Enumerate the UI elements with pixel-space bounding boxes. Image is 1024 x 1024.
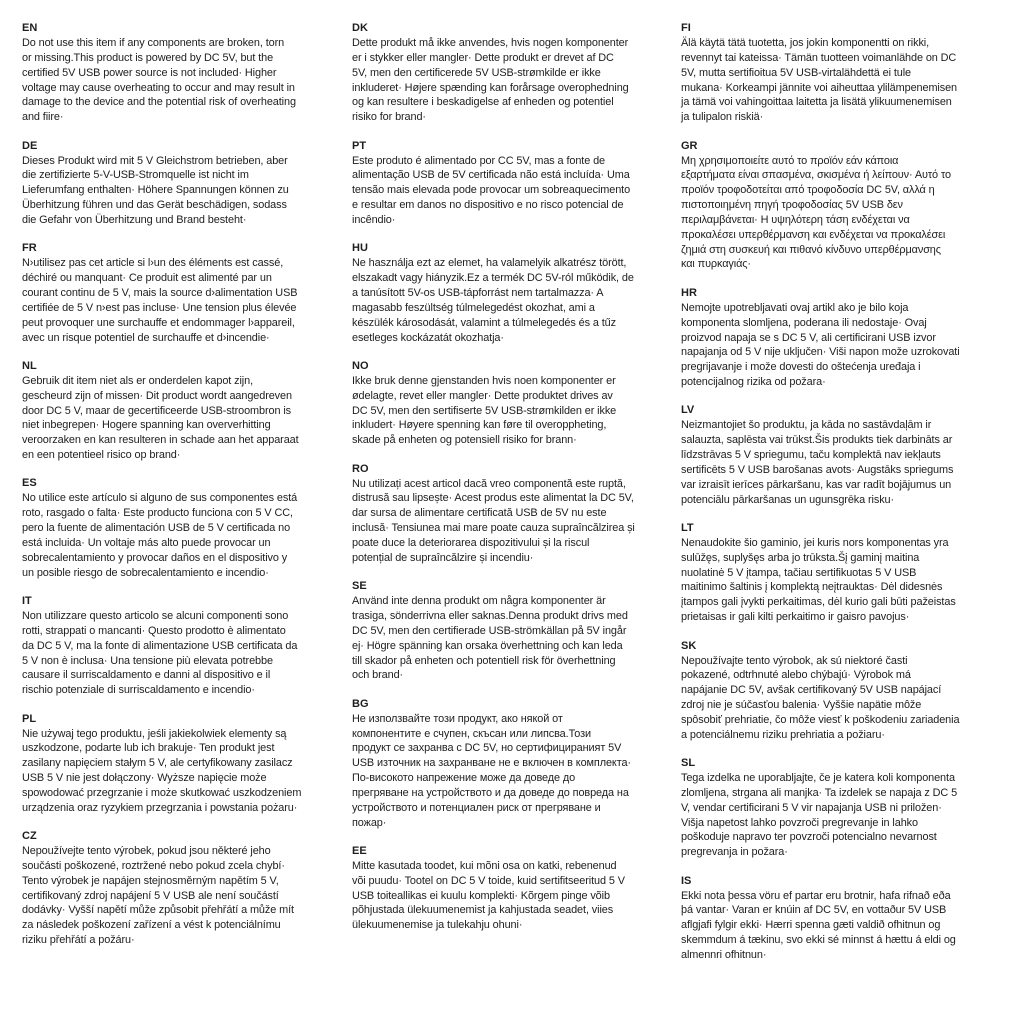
warning-text-line: ja tämä voi vahingoittaa laitetta ja lisätä ylikuumenemisen [681,96,952,109]
warning-text-line: och brand· [352,669,404,682]
warning-text-line: пожар· [352,816,387,829]
warning-text-line: Ikke bruk denne gjenstanden hvis noen komponenter er [352,374,616,387]
warning-text-line: Tento výrobek je napájen stejnosměrným napětím 5 V, [22,874,279,887]
warning-text-line: potencijalnog rizika od požara· [681,376,826,389]
warning-text-line: Dette produkt må ikke anvendes, hvis nogen komponenter [352,37,629,49]
language-code: EE [352,844,367,857]
language-code: FR [22,242,37,255]
warning-text-line: ζημιά στη συσκευή και πιθανό κίνδυνο υπερθέρμανσης [681,243,941,256]
warning-text-line: tensão mais elevada pode provocar um sobreaquecimento [352,184,631,197]
warning-text-line: N›utilisez pas cet article si l›un des éléments est cassé, [22,257,284,270]
warning-text-line: courant continu de 5 V, mais la source d›alimentation USB [22,286,298,299]
language-section-ee [352,844,692,933]
warning-text-line: põhjustada ülekuumenemist ja kahjustada seadet, viies [352,904,614,917]
warning-text-line: déchiré ou manquant· Ce produit est alimenté par un [22,272,272,285]
warning-text-line: niet inbegrepen· Hogere spanning kan oververhitting [22,419,271,432]
language-code: PL [22,712,37,725]
warning-text-line: készülék károsodását, valamint a túlmelegedés és a tűz [352,316,616,329]
warning-text-line: Tega izdelka ne uporabljajte, če je katera koli komponenta [681,772,955,785]
language-section-se [352,579,692,683]
language-section-bg [352,697,692,831]
warning-text-line: gescheurd zijn of missen· Dit product wordt aangedreven [22,389,292,402]
column-1 [22,21,362,962]
warning-text-line: sertificēts 5 V USB barošanas avots· Augstāks spriegums [681,463,954,476]
warning-text-line: zdroj nie je súčasťou balenia· Vyššie napätie môže [681,699,922,712]
warning-text-line: inkludert· Høyere spenning kan føre til overoppheting, [352,419,607,432]
language-section-fi [681,21,1021,125]
warning-text-line: Do not use this item if any components are broken, torn [22,37,285,49]
warning-text-line: nuolatinė 5 V įtampa, tačiau sertifikuotas 5 V USB [681,566,917,579]
warning-text-line: prietaisas ir gali kilti perkaitimo ir gaisro pavojus· [681,611,910,624]
warning-text-line: Älä käytä tätä tuotetta, jos jokin komponentti on rikki, [681,37,930,49]
warning-text-line: zasilany napięciem stałym 5 V, ale certyfikowany zasilacz [22,757,293,770]
warning-text-line: causare il surriscaldamento e danni al dispositivo e il [22,669,271,682]
language-section-sk [681,639,1021,743]
warning-text-line: pregrevanja in požara· [681,846,788,859]
language-code: DE [22,139,38,152]
warning-text-line: ja tulipalon riskiä· [681,111,764,124]
warning-text-line: DC 5V, men den certifierade USB-strömkällan på 5V ingår [352,624,627,637]
language-code: SL [681,757,696,770]
warning-text-line: magasabb feszültség túlmelegedést okozhat, ami a [352,301,595,314]
warning-text-line: součásti poškozené, roztržené nebo pokud zcela chybí· [22,859,285,872]
warning-text-line: spôsobiť prehriatie, čo môže viesť k poškodeniu zariadenia [681,713,960,726]
warning-text-line: 5V, mutta sertifioitua 5V USB-virtalähdettä ei tule [681,66,911,79]
warning-text-line: zlomljena, strgana ali manjka· Ta izdelek se napaja z DC 5 [681,786,958,799]
warning-text-line: Gebruik dit item niet als er onderdelen kapot zijn, [22,374,253,387]
warning-text-line: elszakadt vagy hiányzik.Ez a termék DC 5V-ról működik, de [352,272,634,285]
warning-text-line: napájanie DC 5V, avšak certifikovaný 5V USB napájací [681,684,942,697]
warning-text-line: rotti, strappati o mancanti· Questo prodotto è alimentato [22,624,286,637]
warning-text-line: door DC 5 V, maar de gecertificeerde USB-stroombron is [22,404,292,417]
language-section-de [22,139,362,228]
language-section-es [22,476,362,580]
warning-text-line: līdzstrāvas 5 V spriegumu, taču komplektā nav iekļauts [681,449,941,462]
warning-text-line: þá vantar· Varan er knúin af DC 5V, en vottaður 5V USB [681,904,947,917]
language-code: ES [22,477,37,490]
column-2 [352,21,692,947]
warning-text-line: damage to the device and the potential risk of overheating [22,96,296,109]
warning-text-line: και πυρκαγιάς· [681,258,751,271]
language-section-nl [22,359,362,463]
warning-text-line: salauzta, saplēsta vai trūkst.Šis produkts tiek darbināts ar [681,434,953,447]
warning-text-line: Višja napetost lahko povzroči pregrevanje in lahko [681,816,918,829]
language-section-ro [352,462,692,566]
language-code: RO [352,462,369,475]
language-code: EN [22,22,38,34]
language-section-dk [352,21,692,125]
warning-text-line: incêndio· [352,213,396,226]
warning-text-line: Lieferumfang enthalten· Höhere Spannungen können zu [22,184,289,197]
language-section-no [352,359,692,448]
warning-text-line: aflgjafi fylgir ekki· Hærri spenna gæti valdið ofhitnun og [681,919,941,932]
warning-text-line: No utilice este artículo si alguno de sus componentes está [22,492,298,505]
warning-text-line: pero la fuente de alimentación USB de 5 V certificada no [22,522,291,535]
warning-text-line: napajanja od 5 V nije uključen· Viši napon može uzrokovati [681,346,960,359]
warning-text-line: peut provoquer une surchauffe et endommager l›appareil, [22,316,295,329]
warning-text-line: Non utilizzare questo articolo se alcuni componenti sono [22,609,289,622]
language-section-it [22,594,362,698]
warning-text-line: sobrecalentamiento y provocar daños en el dispositivo y [22,551,288,564]
warning-text-line: sulūžęs, suplyšęs arba jo trūksta.Šį gaminį maitina [681,551,920,564]
language-code: BG [352,697,369,710]
warning-text-line: die zertifizierte 5-V-USB-Stromquelle ist nicht im [22,169,249,182]
language-code: DK [352,22,368,34]
warning-text-line: Dieses Produkt wird mit 5 V Gleichstrom betrieben, aber [22,154,288,167]
warning-text-line: inclusă· Tensiunea mai mare poate cauza supraîncălzirea și [352,522,635,535]
warning-text-line: устройството и потенциален риск от прегряване и [352,801,601,814]
warning-text-line: og kan resultere i beskadigelse af enheden og potentiel [352,96,614,109]
warning-text-line: or missing.This product is powered by DC 5V, but the [22,51,274,64]
warning-text-line: 5V, men den certificerede 5V USB-strømkilde er ikke [352,66,601,79]
warning-text-line: Überhitzung führen und das Gerät beschädigen, sodass [22,199,287,212]
warning-text-line: ülekuumenemise ja tulekahju ohuni· [352,919,523,932]
warning-text-line: USB 5 V nie jest dołączony· Wyższe napięcie może [22,772,267,785]
warning-text-line: za následek poškození zařízení a vést k potenciálnímu [22,919,281,932]
warning-text-line: προϊόν τροφοδοτείται από τροφοδοσία DC 5V, αλλά η [681,184,935,197]
warning-text-line: certifiée de 5 V n›est pas incluse· Une tension plus élevée [22,301,297,314]
warning-text-line: Nu utilizați acest articol dacă vreo componentă este ruptă, [352,477,626,490]
language-section-sl [681,756,1021,860]
warning-text-line: veroorzaken en kan resulteren in schade aan het apparaat [22,434,299,447]
warning-text-line: Nenaudokite šio gaminio, jei kuris nors komponentas yra [681,536,949,549]
warning-text-line: Mitte kasutada toodet, kui mõni osa on katki, rebenenud [352,859,617,872]
warning-text-line: certified 5V USB power source is not included· Higher [22,66,277,79]
warning-text-line: uszkodzone, podarte lub ich brakuje· Ten produkt jest [22,742,275,755]
warning-text-line: įtampos gali įvykti perkaitimas, dėl kurio gali būti pažeistas [681,596,956,609]
language-section-pl [22,712,362,816]
language-code: SE [352,580,367,593]
language-code: HR [681,286,697,299]
warning-text-line: Neizmantojiet šo produktu, ja kāda no sastāvdaļām ir [681,419,932,432]
warning-text-line: un posible riesgo de sobrecalentamiento e incendio· [22,566,269,579]
warning-text-line: USB toiteallikas ei kuulu komplekti· Kõrgem pinge võib [352,889,610,902]
warning-text-line: urządzenia oraz ryzykiem przegrzania i powstania pożaru· [22,801,298,814]
warning-text-line: Nemojte upotrebljavati ovaj artikl ako je bilo koja [681,301,909,314]
warning-text-line: spowodować przegrzanie i może skutkować uszkodzeniem [22,786,302,799]
warning-text-line: die Gefahr von Überhitzung und Brand besteht· [22,213,247,226]
warning-text-line: Не използвайте този продукт, ако някой от [352,712,563,725]
warning-text-line: dodávky· Vyšší napětí může způsobit přehřátí a může mít [22,904,294,917]
warning-text-line: distrusă sau lipsește· Acest produs este alimentat la DC 5V, [352,492,634,505]
warning-text-line: Använd inte denna produkt om några komponenter är [352,595,606,608]
warning-text-line: mukana· Korkeampi jännite voi aiheuttaa ylilämpenemisen [681,81,957,94]
warning-text-line: maitinimo šaltinis į komplektą neįtrauktas· Dėl didesnės [681,581,943,594]
warning-text-line: roto, rasgado o falta· Este producto funciona con 5 V CC, [22,507,293,520]
warning-text-line: εξαρτήματα είναι σπασμένα, σκισμένα ή λείπουν· Αυτό το [681,169,951,182]
warning-text-line: pokazené, odtrhnuté alebo chýbajú· Výrobok má [681,669,911,682]
warning-text-line: komponenta slomljena, poderana ili nedostaje· Ovaj [681,316,927,329]
warning-text-line: või puudu· Tootel on DC 5 V toide, kuid sertifitseeritud 5 V [352,874,625,887]
warning-text-line: Nepoužívejte tento výrobek, pokud jsou některé jeho [22,845,271,858]
warning-text-line: inkluderet· Højere spænding kan forårsage overophedning [352,81,629,94]
warning-text-line: proizvod napaja se s DC 5 V, ali certificirani USB izvor [681,331,936,344]
language-code: IT [22,594,32,607]
warning-text-line: a tanúsított 5V-os USB-tápforrást nem tartalmazza· A [352,286,604,299]
language-section-lt [681,521,1021,625]
warning-text-line: potențial de supraîncălzire și incendiu· [352,551,534,564]
warning-text-line: 5 V non è inclusa· Una tensione più elevata potrebbe [22,654,273,667]
warning-text-line: περιλαμβάνεται· Η υψηλότερη τάση ενδέχεται να [681,213,910,226]
warning-text-line: potenciālu pārkaršanas un ugunsgrēka risku· [681,493,895,506]
language-section-is [681,874,1021,963]
warning-text-line: πιστοποιημένη πηγή τροφοδοσίας 5V USB δεν [681,199,903,212]
language-code: NL [22,359,37,372]
language-code: NO [352,359,369,372]
warning-text-line: Nie używaj tego produktu, jeśli jakiekolwiek elementy są [22,727,287,740]
warning-text-line: прегряване на устройството и да доведе до повреда на [352,786,629,799]
warning-text-line: está incluida· Un voltaje más alto puede provocar un [22,536,271,549]
language-section-pt [352,139,692,228]
warning-text-line: Ekki nota þessa vöru ef partar eru brotnir, hafa rifnað eða [681,889,951,902]
language-code: LV [681,404,695,417]
warning-text-line: V, vendar certificirani 5 V vir napajanja USB ni priložen· [681,801,942,814]
warning-text-line: voltage may cause overheating to occur and may result in [22,81,295,94]
warning-text-line: var izraisīt ierīces pārkaršanu, kas var radīt bojājumus un [681,478,952,491]
warning-text-line: da DC 5 V, ma la fonte di alimentazione USB certificata da [22,639,298,652]
warning-text-line: er i stykker eller mangler· Dette produkt er drevet af DC [352,51,614,64]
warning-text-line: προκαλέσει υπερθέρμανση και ενδέχεται να προκαλέσει [681,228,946,241]
warning-text-line: dar sursa de alimentare certificată USB de 5V nu este [352,507,607,520]
column-3 [681,21,1021,976]
warning-text-line: ødelagte, revet eller mangler· Dette produktet drives av [352,389,613,402]
warning-text-line: USB източник на захранване не е включен в комплекта· [352,757,631,770]
warning-text-line: Nepoužívajte tento výrobok, ak sú niektoré časti [681,654,908,667]
language-section-hr [681,286,1021,390]
warning-text-line: a potenciálnemu riziku prehriatia a požiaru· [681,728,885,741]
warning-text-line: certifikovaný zdroj napájení 5 V USB ale není součástí [22,889,279,902]
language-code: CZ [22,830,37,843]
warning-text-line: avec un risque potentiel de surchauffe et d›incendie· [22,331,270,344]
warning-text-line: Este produto é alimentado por CC 5V, mas a fonte de [352,154,606,167]
warning-text-line: По-високото напрежение може да доведе до [352,772,576,785]
language-section-en [22,21,362,125]
warning-text-line: poate duce la deteriorarea dispozitivului și la riscul [352,536,590,549]
warning-text-line: en een potentieel risico op brand· [22,449,181,462]
warning-text-line: pregrijavanje i može dovesti do oštećenja uređaja i [681,361,921,374]
warning-text-line: rischio potenziale di surriscaldamento e incendio· [22,684,255,697]
language-code: HU [352,242,368,255]
warning-text-line: till skador på enheten och potentiell risk för överhettning [352,654,616,667]
language-section-hu [352,241,692,345]
warning-text-line: poškoduje napravo ter povzroči potencialno nevarnost [681,831,937,844]
language-code: IS [681,874,692,887]
warning-text-line: skemmdum á tækinu, svo ekki sé minnst á hættu á eldi og [681,934,956,947]
warning-text-line: revennyt tai kateissa· Tämän tuotteen voimanlähde on DC [681,51,957,64]
warning-text-line: esetleges kockázatát okozhatja· [352,331,504,344]
warning-text-line: DC 5V, men den sertifiserte 5V USB-strømkilden er ikke [352,404,617,417]
language-code: FI [681,22,691,34]
warning-text-line: Ne használja ezt az elemet, ha valamelyik alkatrész törött, [352,257,627,270]
language-code: GR [681,139,698,152]
language-code: LT [681,521,694,534]
warning-text-line: компонентите е счупен, скъсан или липсва.Този [352,727,591,740]
language-code: PT [352,139,367,152]
warning-text-line: продукт се захранва с DC 5V, но сертифицираният 5V [352,742,622,755]
warning-text-line: trasiga, sönderrivna eller saknas.Denna produkt drivs med [352,609,628,622]
warning-text-line: e resultar em danos no dispositivo e no risco potencial de [352,199,624,212]
warning-text-line: Μη χρησιμοποιείτε αυτό το προϊόν εάν κάποια [681,154,899,167]
language-section-lv [681,403,1021,507]
language-section-fr [22,241,362,345]
language-section-cz [22,829,362,948]
warning-text-line: risiko for brand· [352,111,426,124]
language-section-gr [681,139,1021,273]
warning-text-line: riziku přehřátí a požáru· [22,934,135,947]
warning-text-line: skade på enheten og potensiell risiko for brann· [352,434,577,447]
warning-text-line: alimentação USB de 5V certificada não está incluída· Uma [352,169,630,182]
warning-text-line: almennri ofhitnun· [681,949,767,961]
warning-text-line: and fiire· [22,111,64,124]
warning-text-line: ej· Högre spänning kan orsaka överhettning och kan leda [352,639,623,652]
language-code: SK [681,639,697,652]
